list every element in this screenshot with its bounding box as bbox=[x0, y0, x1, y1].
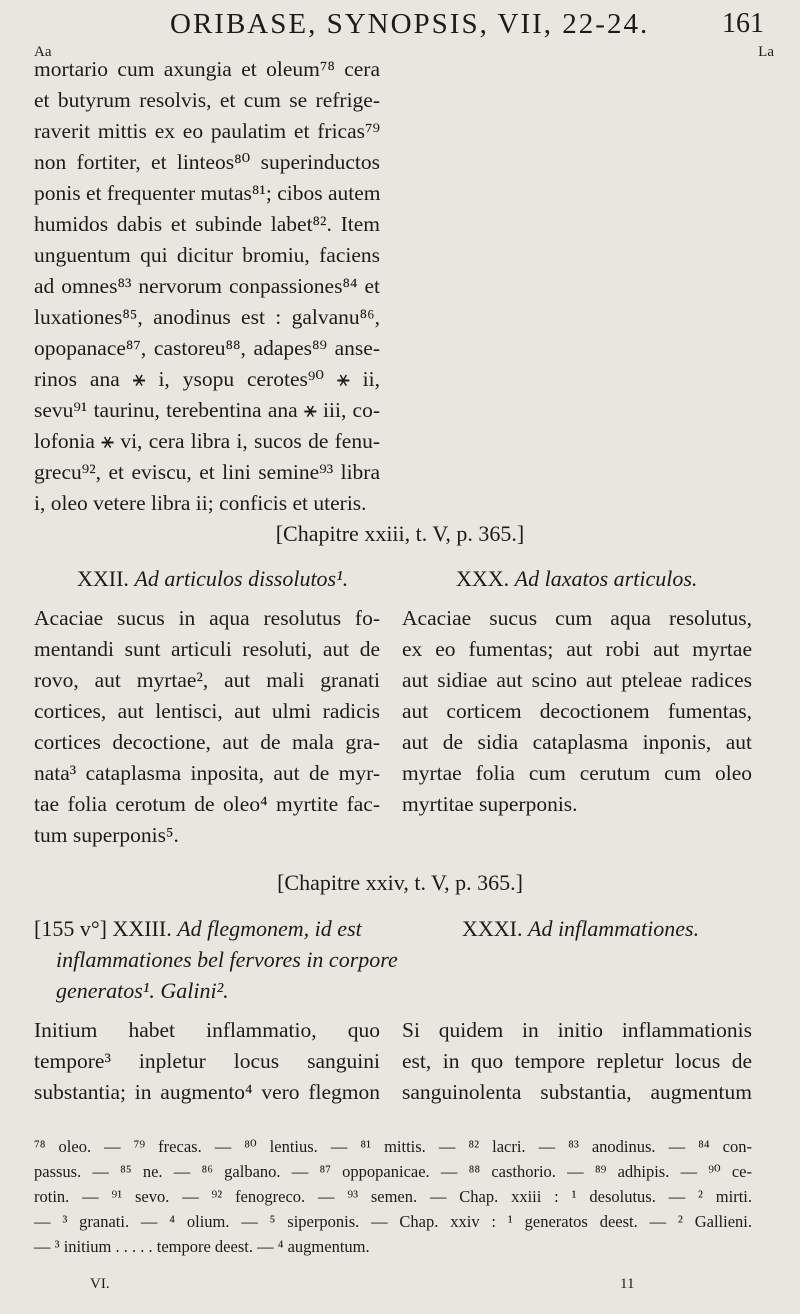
text-line: raverit mittis ex eo paulatim et fricas⁷⁹ bbox=[34, 119, 380, 143]
text-line: Si quidem in initio inflammationis bbox=[402, 1018, 752, 1042]
heading-title: Ad laxatos articulos. bbox=[514, 566, 698, 591]
footnote-line: ⁷⁸ oleo. — ⁷⁹ frecas. — ⁸⁰ lentius. — ⁸¹ mittis. — ⁸² lacri. — ⁸³ anodinus. — ⁸⁴ con- bbox=[34, 1137, 752, 1156]
chapter-24-left-heading-line-2: inflammationes bel fervores in corpore bbox=[56, 947, 398, 972]
text-line: tempore³ inpletur locus sanguini bbox=[34, 1049, 380, 1073]
text-line: Initium habet inflammatio, quo bbox=[34, 1018, 380, 1042]
footnote-line: — ³ initium . . . . . tempore deest. — ⁴ augmentum. bbox=[34, 1237, 370, 1256]
text-line: ex eo fumentas; aut robi aut myrtae bbox=[402, 637, 752, 661]
text-line: ponis et frequenter mutas⁸¹; cibos autem bbox=[34, 181, 381, 205]
heading-title: Ad articulos dissolutos¹. bbox=[134, 566, 349, 591]
text-line: lofonia ⚹ vi, cera libra i, sucos de fenu- bbox=[34, 429, 380, 453]
chapter-24-left-column bbox=[34, 1015, 380, 1108]
text-line: tum superponis⁵. bbox=[34, 823, 179, 847]
chapter-23-right-heading bbox=[456, 566, 697, 592]
text-line: est, in quo tempore repletur locus de bbox=[402, 1049, 752, 1073]
footnotes bbox=[34, 1134, 752, 1259]
text-line: rinos ana ⚹ i, ysopu cerotes⁹⁰ ⚹ ii, bbox=[34, 367, 380, 391]
heading-title: Ad inflammationes. bbox=[528, 916, 700, 941]
chapter-23-left-column bbox=[34, 603, 380, 851]
heading-title: Ad flegmonem, id est bbox=[177, 916, 362, 941]
text-line: tae folia cerotum de oleo⁴ myrtite fac- bbox=[34, 792, 380, 816]
footnote-line: — ³ granati. — ⁴ olium. — ⁵ siperponis. — Chap. xxiv : ¹ generatos deest. — ² Gallieni. bbox=[34, 1212, 752, 1231]
text-line: cortices, aut lentisci, aut ulmi radicis bbox=[34, 699, 380, 723]
chapter-24-right-heading bbox=[462, 916, 699, 942]
page-number: 161 bbox=[722, 8, 764, 39]
heading-number: XXXI. bbox=[462, 916, 523, 941]
chapter-24-label: [Chapitre xxiv, t. V, p. 365.] bbox=[277, 870, 523, 895]
heading-number: XXIII. bbox=[112, 916, 172, 941]
chapter-23-label: [Chapitre xxiii, t. V, p. 365.] bbox=[275, 521, 525, 546]
manuscript-siglum-left: Aa bbox=[34, 44, 52, 60]
footnote-line: rotin. — ⁹¹ sevo. — ⁹² fenogreco. — ⁹³ semen. — Chap. xxiii : ¹ desolutus. — ² mirti. bbox=[34, 1187, 752, 1206]
text-line: i, oleo vetere libra ii; conficis et uteris. bbox=[34, 491, 367, 515]
chapter-24-right-column bbox=[402, 1015, 752, 1108]
printer-signature-left: VI. bbox=[90, 1276, 110, 1292]
text-line: aut corticem decoctionem fumentas, bbox=[402, 699, 752, 723]
text-line: opopanace⁸⁷, castoreu⁸⁸, adapes⁸⁹ anse- bbox=[34, 336, 380, 360]
text-line: ad omnes⁸³ nervorum conpassiones⁸⁴ et bbox=[34, 274, 380, 298]
top-text-block bbox=[34, 54, 380, 519]
text-line: non fortiter, et linteos⁸⁰ superinductos bbox=[34, 150, 380, 174]
text-line: Acaciae sucus cum aqua resolutus, bbox=[402, 606, 752, 630]
manuscript-siglum-right: La bbox=[758, 44, 774, 60]
text-line: unguentum qui dicitur bromiu, faciens bbox=[34, 243, 380, 267]
heading-number: XXX. bbox=[456, 566, 510, 591]
text-line: aut de sidia cataplasma inponis, aut bbox=[402, 730, 752, 754]
chapter-23-right-column bbox=[402, 603, 752, 820]
text-line: rovo, aut myrtae², aut mali granati bbox=[34, 668, 380, 692]
text-line: mentandi sunt articuli resoluti, aut de bbox=[34, 637, 380, 661]
running-header-title: ORIBASE, SYNOPSIS, VII, 22-24. bbox=[170, 8, 650, 40]
text-line: humidos dabis et subinde labet⁸². Item bbox=[34, 212, 380, 236]
chapter-24-left-heading-line-1 bbox=[34, 916, 362, 942]
text-line: Acaciae sucus in aqua resolutus fo- bbox=[34, 606, 380, 630]
text-line: myrtitae superponis. bbox=[402, 792, 578, 816]
text-line: mortario cum axungia et oleum⁷⁸ cera bbox=[34, 57, 380, 81]
text-line: substantia; in augmento⁴ vero flegmon bbox=[34, 1080, 380, 1104]
text-line: grecu⁹², et eviscu, et lini semine⁹³ libra bbox=[34, 460, 380, 484]
text-line: sanguinolenta substantia, augmentum bbox=[402, 1080, 752, 1104]
text-line: nata³ cataplasma inposita, aut de myr- bbox=[34, 761, 380, 785]
chapter-23-left-heading bbox=[77, 566, 348, 592]
text-line: cortices decoctione, aut de mala gra- bbox=[34, 730, 380, 754]
text-line: aut sidiae aut scino aut pteleae radices bbox=[402, 668, 752, 692]
heading-number: XXII. bbox=[77, 566, 129, 591]
folio-reference: [155 v°] bbox=[34, 916, 107, 941]
text-line: myrtae folia cum cerutum cum oleo bbox=[402, 761, 752, 785]
printer-signature-right: 11 bbox=[620, 1276, 635, 1292]
text-line: sevu⁹¹ taurinu, terebentina ana ⚹ iii, co- bbox=[34, 398, 380, 422]
text-line: luxationes⁸⁵, anodinus est : galvanu⁸⁶, bbox=[34, 305, 380, 329]
text-line: et butyrum resolvis, et cum se refrige- bbox=[34, 88, 380, 112]
chapter-24-left-heading-line-3: generatos¹. Galini². bbox=[56, 978, 229, 1003]
footnote-line: passus. — ⁸⁵ ne. — ⁸⁶ galbano. — ⁸⁷ oppopanicae. — ⁸⁸ casthorio. — ⁸⁹ adhipis. — ⁹⁰ ce- bbox=[34, 1162, 752, 1181]
